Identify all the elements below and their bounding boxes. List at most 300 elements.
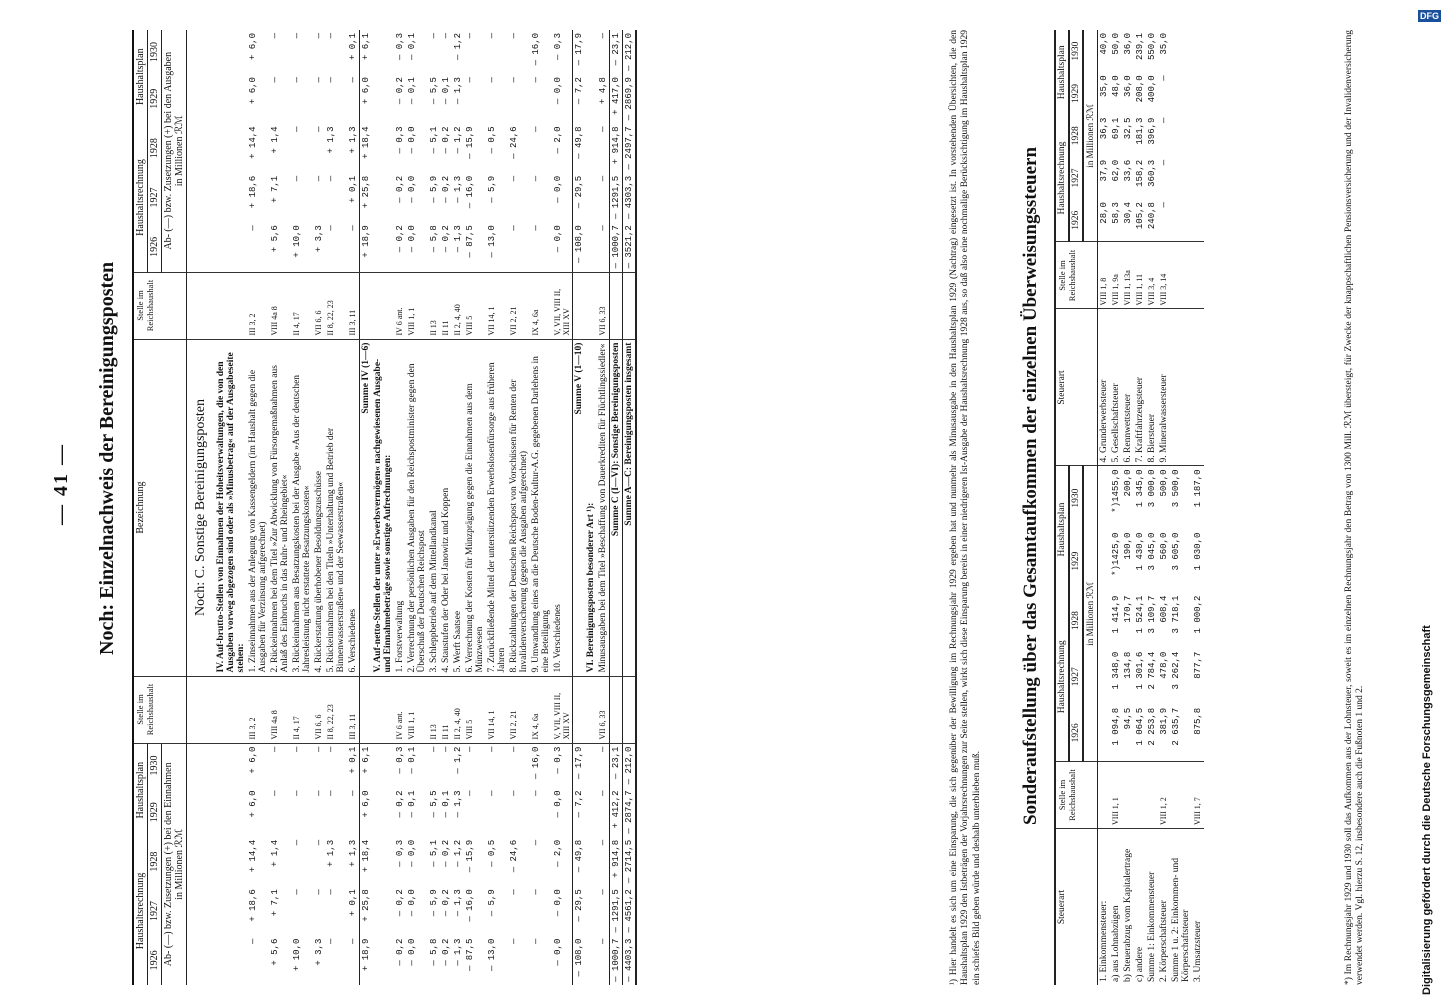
value-ausgaben: — xyxy=(509,77,519,83)
table-row xyxy=(486,30,508,985)
steuer-value xyxy=(1098,649,1111,705)
value-ausgaben: — xyxy=(325,222,347,272)
steuer-value: 2 784,4 xyxy=(1147,651,1157,690)
value-einnahmen: + 6,0 xyxy=(248,746,258,774)
value-ausgaben: — xyxy=(348,77,358,83)
steuer-value: 134,8 xyxy=(1123,651,1133,679)
value-ausgaben: + 6,0 xyxy=(248,77,258,105)
stelle-ref: II 2, 4, 40 xyxy=(452,676,464,743)
value-einnahmen: — 0,2 xyxy=(441,938,451,966)
value-einnahmen: + 18,9 xyxy=(361,938,371,972)
value-ausgaben: + 417,0 xyxy=(611,77,621,115)
value-einnahmen: — 0,1 xyxy=(441,790,451,818)
steuer-value: 3 718,1 xyxy=(1171,595,1181,634)
empty-cell xyxy=(1170,309,1192,466)
steuer-name: 9. Mineralwassersteuer xyxy=(1158,309,1170,466)
value-einnahmen: — 24,6 xyxy=(509,839,519,873)
row-description: 2. Verrechnung der persönlichen Ausgaben für den Reichspostminister gegen den Überschuß der Deutschen Reichspost xyxy=(406,339,428,676)
value-ausgaben: — xyxy=(509,175,519,182)
stelle-ref: II 11 xyxy=(440,272,452,339)
steuer-value: 3 045,0 xyxy=(1147,532,1157,571)
value-ausgaben: — 0,2 xyxy=(441,175,451,203)
value-ausgaben: — xyxy=(531,77,541,83)
table-row xyxy=(1134,30,1146,985)
t2-y1929-r: 1929 xyxy=(1069,72,1083,114)
steuer-name: a) aus Lohnabzügen xyxy=(1111,905,1121,982)
value-einnahmen: + 3,3 xyxy=(314,938,324,966)
steuer-value: 181,3 xyxy=(1135,117,1145,145)
value-ausgaben: — 2497,7 xyxy=(624,126,634,170)
steuer-value: — xyxy=(1159,159,1169,166)
value-einnahmen: — 0,3 xyxy=(395,746,405,774)
stelle-ref: VIII 1, 11 xyxy=(1134,242,1146,309)
value-einnahmen: — xyxy=(598,746,608,752)
value-einnahmen: — 0,0 xyxy=(553,889,563,917)
value-ausgaben: — xyxy=(429,33,439,39)
value-ausgaben: — xyxy=(326,175,336,182)
value-einnahmen: — xyxy=(598,889,608,895)
stelle-ref: VIII 5 xyxy=(464,676,486,743)
steuer-value: 33,6 xyxy=(1123,159,1133,182)
empty-cell xyxy=(1170,30,1192,72)
empty-cell xyxy=(1192,309,1204,466)
value-ausgaben: — 0,2 xyxy=(440,222,452,272)
steuer-value: — xyxy=(1158,199,1170,242)
steuer-name: 3. Umsatzsteuer xyxy=(1193,920,1203,982)
value-einnahmen: — 5,1 xyxy=(429,839,439,867)
value-ausgaben: — 5,5 xyxy=(429,77,439,105)
value-ausgaben: — xyxy=(598,33,608,39)
abzu-ausgaben xyxy=(162,30,187,272)
steuer-value: 240,8 xyxy=(1146,199,1158,242)
value-ausgaben: — 15,9 xyxy=(465,126,475,159)
value-ausgaben: — xyxy=(509,33,519,39)
value-ausgaben: — 1,2 xyxy=(453,33,463,61)
value-einnahmen: — 0,2 xyxy=(441,889,451,917)
value-ausgaben: — 17,9 xyxy=(574,33,584,66)
value-ausgaben: — 2,0 xyxy=(553,126,563,154)
value-einnahmen: — 49,8 xyxy=(574,839,584,873)
value-ausgaben: — xyxy=(508,222,530,272)
value-einnahmen: — xyxy=(531,839,541,846)
value-einnahmen: + 18,6 xyxy=(248,889,258,922)
value-einnahmen: — xyxy=(465,746,475,752)
steuer-value: 50,0 xyxy=(1111,33,1121,55)
value-einnahmen: — 1291,5 xyxy=(611,889,621,933)
value-einnahmen: + 1,4 xyxy=(270,839,280,867)
value-einnahmen: + 10,0 xyxy=(292,938,302,972)
t2-y1927: 1927 xyxy=(1069,649,1083,705)
col-haushaltsrechnung-left: Haushaltsrechnung xyxy=(133,837,148,985)
value-ausgaben: — 0,1 xyxy=(407,77,417,105)
stelle-ref: VIII 4a 8 xyxy=(269,272,291,339)
table-row xyxy=(406,30,428,985)
value-einnahmen: — xyxy=(509,746,519,752)
value-einnahmen: — xyxy=(429,746,439,752)
steuer-value: 94,5 xyxy=(1122,705,1134,762)
table-row xyxy=(440,30,452,985)
stelle-ref: IV 6 ant. xyxy=(394,676,406,743)
bereinigung-table xyxy=(132,30,637,985)
section-c-title: Noch: C. Sonstige Bereinigungsposten xyxy=(187,339,216,676)
stelle-ref: II 13 xyxy=(428,272,440,339)
row-description: 8. Rückzahlungen der Deutschen Reichspost von Vorschüssen für Renten der Invalidenversicherung (gegen die Ausgaben aufgerechnet) xyxy=(508,339,530,676)
table-row xyxy=(1158,30,1170,985)
spacer xyxy=(372,676,394,743)
value-ausgaben: + 10,0 xyxy=(291,222,313,272)
stelle-ref: VIII 1, 13a xyxy=(1122,242,1134,309)
steuer-value: 3 500,0 xyxy=(1171,469,1181,508)
spacer xyxy=(372,743,394,985)
value-einnahmen: — 17,9 xyxy=(574,746,584,779)
value-ausgaben: — xyxy=(247,222,269,272)
value-einnahmen: — xyxy=(531,938,541,945)
steuer-value: 478,0 xyxy=(1159,651,1169,679)
ueberweisungssteuern-body xyxy=(1098,30,1205,985)
steuer-value: 381,9 xyxy=(1158,705,1170,762)
empty-cell xyxy=(1192,72,1204,114)
value-einnahmen: — 0,0 xyxy=(407,839,417,867)
year-1930: 1930 xyxy=(148,743,162,787)
value-einnahmen: — 0,5 xyxy=(487,839,497,867)
value-einnahmen: — 1,3 xyxy=(453,790,463,818)
stelle-ref xyxy=(1170,762,1192,829)
stelle-ref: II 13 xyxy=(428,676,440,743)
stelle-ref: III 3, 2 xyxy=(247,272,269,339)
value-ausgaben: + 1,3 xyxy=(348,126,358,154)
steuer-name: 1. Einkommensteuer: xyxy=(1099,900,1109,982)
empty-cell xyxy=(1170,72,1192,114)
sum-row xyxy=(360,30,373,985)
value-einnahmen: + 6,0 xyxy=(248,790,258,818)
value-ausgaben: — 212,0 xyxy=(624,33,634,71)
value-ausgaben: — xyxy=(487,77,497,83)
value-einnahmen: — xyxy=(314,839,324,846)
value-ausgaben: — 0,3 xyxy=(395,33,405,61)
value-einnahmen: + 5,6 xyxy=(270,938,280,966)
sum-label: Summe C (I—VI): Sonstige Bereinigungsposten xyxy=(610,339,623,676)
table-row xyxy=(452,30,464,985)
stelle-ref xyxy=(1122,762,1134,829)
stelle-ref: VIII 1, 1 xyxy=(406,272,428,339)
stelle-ref: VIII 5 xyxy=(464,272,486,339)
steuer-value: 35,0 xyxy=(1099,75,1109,97)
value-ausgaben: + 4,8 xyxy=(598,77,608,105)
value-ausgaben: — 7,2 xyxy=(574,77,584,105)
col-haushaltsrechnung-right: Haushaltsrechnung xyxy=(133,123,148,272)
stelle-ref: VIII 3, 14 xyxy=(1158,242,1170,309)
spacer xyxy=(585,676,597,743)
t2-hp-r: Haushaltsplan xyxy=(1055,30,1069,115)
value-einnahmen: — 29,5 xyxy=(574,889,584,922)
table-row xyxy=(247,30,269,985)
value-einnahmen: + 914,8 xyxy=(611,839,621,878)
value-ausgaben: — 108,0 xyxy=(573,222,586,272)
steuer-value: 360,3 xyxy=(1147,159,1157,187)
value-einnahmen: — 0,0 xyxy=(553,938,563,966)
row-description: 6. Verschiedenes xyxy=(347,339,360,676)
value-ausgaben: — 1,2 xyxy=(453,126,463,154)
col-bezeichnung: Bezeichnung xyxy=(133,339,187,676)
ueberweisungssteuern-table xyxy=(1054,30,1204,985)
stelle-ref xyxy=(623,272,637,339)
stelle-ref: II 8, 22, 23 xyxy=(325,272,347,339)
value-ausgaben: — 0,0 xyxy=(406,222,428,272)
value-einnahmen: — xyxy=(270,790,280,796)
value-einnahmen: + 0,1 xyxy=(348,889,358,917)
value-ausgaben: — 0,0 xyxy=(553,77,563,105)
value-ausgaben: — xyxy=(292,33,302,39)
sum-row xyxy=(610,30,623,985)
empty-cell xyxy=(1170,242,1192,309)
steuer-value: 208,0 xyxy=(1135,75,1145,103)
steuer-value: 1 345,0 xyxy=(1135,469,1145,508)
table-row xyxy=(597,30,610,985)
value-ausgaben: + 1,4 xyxy=(270,126,280,154)
stelle-ref: III 3, 11 xyxy=(347,676,360,743)
value-einnahmen: — xyxy=(598,790,608,796)
value-ausgaben: — 49,8 xyxy=(574,126,584,159)
table-row xyxy=(464,30,486,985)
value-einnahmen: — 5,8 xyxy=(429,938,439,966)
value-einnahmen: — 5,5 xyxy=(429,790,439,818)
stelle-ref: VII 14, 1 xyxy=(486,272,508,339)
value-ausgaben: + 14,4 xyxy=(248,126,258,159)
value-einnahmen: — xyxy=(509,790,519,796)
steuer-value: 396,9 xyxy=(1147,117,1157,145)
value-einnahmen: — xyxy=(326,790,336,796)
value-ausgaben: — 5,1 xyxy=(429,126,439,154)
value-einnahmen: — xyxy=(292,889,302,895)
value-einnahmen: — 5,9 xyxy=(429,889,439,917)
value-einnahmen: — xyxy=(509,889,519,895)
empty-cell xyxy=(1192,199,1204,242)
value-einnahmen: — xyxy=(248,938,258,945)
steuer-value: 500,0 xyxy=(1159,469,1169,497)
value-ausgaben: — 0,0 xyxy=(407,175,417,203)
value-ausgaben: — 1291,5 xyxy=(611,175,621,220)
value-ausgaben: — 29,5 xyxy=(574,175,584,209)
value-ausgaben: + 6,0 xyxy=(361,77,371,105)
steuer-value: 1 430,0 xyxy=(1135,532,1145,571)
steuer-name: 5. Gesellschaftsteuer xyxy=(1110,309,1122,466)
steuer-value: 105,2 xyxy=(1134,199,1146,242)
steuer-value: 69,1 xyxy=(1111,117,1121,140)
steuer-value: 1 030,0 xyxy=(1193,532,1203,571)
spacer xyxy=(372,30,394,272)
row-description: 3. Rückeinnahmen aus Besatzungskosten bei der Ausgabe »Aus der deutschen Jahresleistung nicht erstattete Besatzungskosten« xyxy=(291,339,313,676)
stelle-ref xyxy=(573,676,586,743)
steuer-value xyxy=(1098,593,1111,649)
value-einnahmen: — xyxy=(292,839,302,846)
steuer-value: 36,0 xyxy=(1123,75,1133,97)
value-einnahmen: — xyxy=(292,790,302,796)
value-einnahmen: — 108,0 xyxy=(574,938,584,977)
stelle-ref: VII 6, 33 xyxy=(597,272,610,339)
value-einnahmen: — 87,5 xyxy=(465,938,475,972)
steuer-value: 158,2 xyxy=(1135,159,1145,187)
stelle-ref: VII 14, 1 xyxy=(486,676,508,743)
page-title: Noch: Einzelnachweis der Bereinigungsposten xyxy=(96,261,118,655)
steuer-value: 400,0 xyxy=(1147,75,1157,103)
spacer xyxy=(585,743,597,985)
value-ausgaben: — 5,9 xyxy=(487,175,497,203)
steuer-value xyxy=(1098,705,1111,762)
value-einnahmen: — xyxy=(465,790,475,796)
steuer-name: b) Steuerabzug vom Kapitalertrage xyxy=(1123,848,1133,982)
t2-stelle: Stelle im Reichshaushalt xyxy=(1055,762,1098,829)
value-ausgaben: — xyxy=(487,33,497,39)
year-1928: 1928 xyxy=(148,837,162,886)
stelle-ref: IV 6 ant. xyxy=(394,272,406,339)
value-ausgaben: + 6,1 xyxy=(361,33,371,61)
value-ausgaben: — xyxy=(326,77,336,83)
value-einnahmen: — 0,0 xyxy=(407,889,417,917)
stelle-ref: VIII 1, 2 xyxy=(1158,762,1170,829)
steuer-value: 35,0 xyxy=(1159,33,1169,55)
value-ausgaben: — xyxy=(347,222,360,272)
stelle-ref: II 2, 4, 40 xyxy=(452,272,464,339)
steuer-value: 875,8 xyxy=(1192,705,1204,762)
dfg-badge: DFG xyxy=(1420,11,1439,21)
table-row xyxy=(1110,30,1122,985)
empty-cell xyxy=(1192,115,1204,157)
steuer-value: 32,5 xyxy=(1123,117,1133,140)
value-ausgaben: — 87,5 xyxy=(464,222,486,272)
value-einnahmen: — 4561,2 xyxy=(624,889,634,933)
value-einnahmen: + 1,3 xyxy=(348,839,358,867)
stelle-ref: VIII 1, 1 xyxy=(406,676,428,743)
value-einnahmen: — 0,2 xyxy=(441,839,451,867)
empty-cell xyxy=(1170,157,1192,199)
value-ausgaben: — 0,1 xyxy=(407,33,417,61)
value-ausgaben: — 0,0 xyxy=(553,175,563,203)
value-einnahmen: — 16,0 xyxy=(531,746,541,779)
steuer-name: c) andere xyxy=(1135,946,1145,982)
value-einnahmen: — xyxy=(441,746,451,752)
sum-label: Summe IV (1—6) xyxy=(360,339,373,676)
value-einnahmen: — 15,9 xyxy=(465,839,475,873)
spacer xyxy=(585,272,597,339)
value-ausgaben: + 3,3 xyxy=(313,222,325,272)
year-1926: 1926 xyxy=(148,936,162,985)
col-stelle: Stelle im Reichshaushalt xyxy=(133,676,187,743)
t2-y1930: 1930 xyxy=(1069,466,1083,530)
spacer xyxy=(215,30,247,272)
value-ausgaben: — 13,0 xyxy=(486,222,508,272)
value-ausgaben: — xyxy=(530,222,552,272)
steuer-value xyxy=(1098,466,1111,530)
t2-stelle-r: Stelle im Reichshaushalt xyxy=(1055,242,1098,309)
value-einnahmen: — 2874,7 xyxy=(624,790,634,834)
steuer-value: 1 094,8 xyxy=(1110,705,1122,762)
steuer-value: — xyxy=(1159,75,1169,81)
t2-hr-r: Haushaltsrechnung xyxy=(1055,115,1069,242)
t2-steuerart-r: Steuerart xyxy=(1055,309,1098,466)
bereinigung-body xyxy=(187,30,637,985)
stelle-ref: II 4, 17 xyxy=(291,676,313,743)
stelle-ref: VIII 1, 7 xyxy=(1192,762,1204,829)
spacer xyxy=(585,30,597,272)
value-ausgaben: + 0,1 xyxy=(348,33,358,61)
spacer xyxy=(215,676,247,743)
spacer xyxy=(215,743,247,985)
table2-title: Sonderaufstellung über das Gesamtaufkommen der einzelnen Überweisungssteuern xyxy=(1020,146,1041,825)
steuer-value: *)1455,0 xyxy=(1111,469,1121,513)
row-description: 6. Verrechnung der Kosten für Münzprägung gegen die Einnahmen aus dem Münzwesen xyxy=(464,339,486,676)
value-einnahmen: — xyxy=(314,746,324,752)
value-ausgaben: — 0,3 xyxy=(553,33,563,61)
value-ausgaben: — 24,6 xyxy=(509,126,519,159)
col-haushaltsplan-right: Haushaltsplan xyxy=(133,30,148,123)
table-row xyxy=(1170,30,1192,985)
value-ausgaben: + 18,6 xyxy=(248,175,258,209)
row-description: 1. Zinseinnahmen aus der Anlegung von Kassengeldern (im Haushalt gegen die Ausgaben für Verzinsung aufgerechnet) xyxy=(247,339,269,676)
value-einnahmen: — 0,3 xyxy=(553,746,563,774)
stelle-ref xyxy=(1134,762,1146,829)
stelle-ref: IX 4, 6a xyxy=(530,676,552,743)
value-einnahmen: — 2714,5 xyxy=(624,839,634,884)
value-einnahmen: — 1,3 xyxy=(453,938,463,966)
value-einnahmen: — 7,2 xyxy=(574,790,584,818)
rotated-sheet xyxy=(14,0,1414,985)
steuer-value: 36,3 xyxy=(1099,117,1109,140)
value-einnahmen: — 0,0 xyxy=(407,938,417,966)
value-einnahmen: — 0,0 xyxy=(553,790,563,818)
spacer xyxy=(372,272,394,339)
value-ausgaben: + 25,8 xyxy=(361,175,371,209)
value-einnahmen: — xyxy=(326,746,336,752)
steuer-value: 1 000,2 xyxy=(1193,595,1203,634)
value-ausgaben: — xyxy=(270,77,280,83)
value-einnahmen: — 1,3 xyxy=(453,889,463,917)
value-einnahmen: — xyxy=(598,938,608,945)
value-einnahmen: — xyxy=(531,790,541,796)
stelle-ref: VII 2, 21 xyxy=(508,272,530,339)
stelle-ref xyxy=(573,272,586,339)
steuer-value: 200,0 xyxy=(1123,469,1133,497)
sum-row xyxy=(623,30,637,985)
value-einnahmen: — 0,2 xyxy=(395,889,405,917)
steuer-name: 2. Körperschaftsteuer xyxy=(1159,900,1169,982)
t2-unit: in Millionen ℛℳ xyxy=(1083,466,1098,762)
steuer-value: 1 414,9 xyxy=(1111,595,1121,634)
steuer-value: 37,9 xyxy=(1099,159,1109,182)
value-ausgaben: — xyxy=(597,222,610,272)
steuer-name: 6. Rennwettsteuer xyxy=(1122,309,1134,466)
steuer-value: 30,4 xyxy=(1122,199,1134,242)
year-1930-r: 1930 xyxy=(148,30,162,74)
value-einnahmen: — xyxy=(509,938,519,945)
year-1926-r: 1926 xyxy=(148,222,162,272)
steuer-value xyxy=(1098,530,1111,593)
row-description: Minusausgaben bei dem Titel »Beschaffung von Dauerkrediten für Flüchtlingssiedler« xyxy=(597,339,610,676)
value-ausgaben: — xyxy=(292,175,302,182)
value-einnahmen: + 412,2 xyxy=(611,790,621,829)
steuer-value: 1 348,0 xyxy=(1111,651,1121,690)
unit-left: in Millionen ℛℳ xyxy=(174,828,185,900)
value-einnahmen: — xyxy=(292,746,302,752)
section-heading: V. Auf-netto-Stellen der unter »Erwerbsvermögen« nachgewiesenen Ausgabe- und Einnahmebeträge sowie sonstige Aufrechnungen: xyxy=(372,339,394,676)
value-einnahmen: — 4403,3 xyxy=(624,938,634,982)
stelle-ref: V, VII, VIII II, XIII XV xyxy=(552,272,573,339)
stelle-ref: IX 4, 6a xyxy=(530,272,552,339)
steuer-name: Summe 1: Einkommensteuer xyxy=(1147,871,1157,982)
value-ausgaben: — xyxy=(314,77,324,83)
value-ausgaben: — xyxy=(314,175,324,182)
value-ausgaben: — 0,2 xyxy=(441,126,451,154)
steuer-value: 36,0 xyxy=(1123,33,1133,55)
